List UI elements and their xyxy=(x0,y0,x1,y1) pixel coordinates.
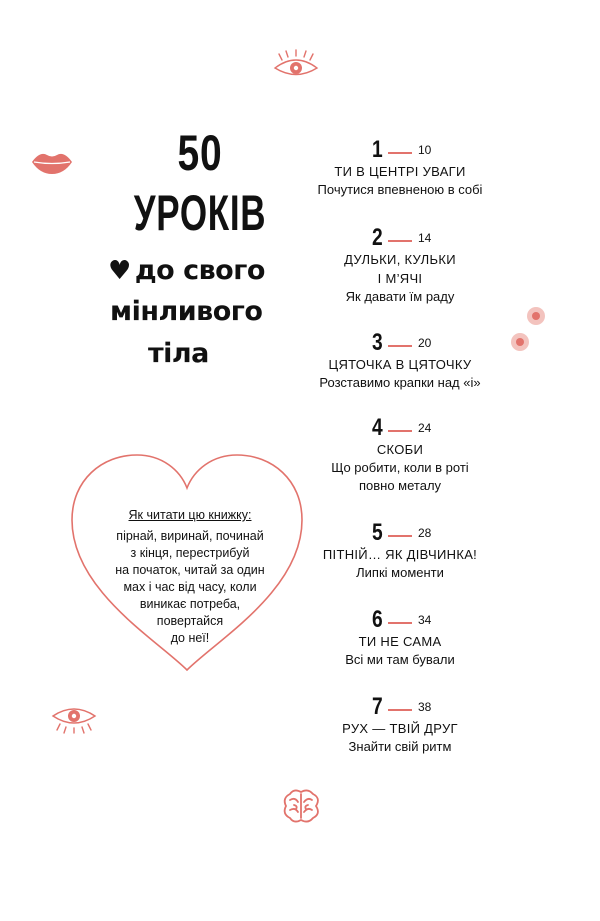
how-to-read-line: пірнай, виринай, починай xyxy=(116,529,264,543)
toc-title: ДУЛЬКИ, КУЛЬКИ xyxy=(344,252,456,267)
subtitle-line-2: мінливого xyxy=(110,296,263,327)
how-to-read-line: до неї! xyxy=(170,631,210,645)
toc-number: 2 xyxy=(372,224,383,251)
toc-subtitle: Всі ми там бували xyxy=(345,652,455,667)
nipple-icon xyxy=(508,330,532,354)
toc-title: РУХ — ТВІЙ ДРУГ xyxy=(342,721,458,736)
toc-page: 10 xyxy=(418,143,432,157)
how-to-read-line: виникає потреба, xyxy=(139,597,241,611)
toc-title: СКОБИ xyxy=(376,442,424,457)
nipple-icon xyxy=(524,304,548,328)
how-to-read-line: з кінця, перестрибуй xyxy=(130,546,250,560)
toc-page: 34 xyxy=(418,613,432,627)
how-to-read-heading: Як читати цю книжку: xyxy=(128,508,252,522)
toc-item[interactable] xyxy=(300,521,500,582)
toc-title: ЦЯТОЧКА В ЦЯТОЧКУ xyxy=(328,357,472,372)
toc-subtitle: повно металу xyxy=(358,478,442,493)
toc-dash xyxy=(388,535,412,537)
toc-page: 24 xyxy=(418,421,432,435)
brain-icon xyxy=(278,786,324,826)
toc-title: І М’ЯЧІ xyxy=(377,271,423,286)
toc-subtitle: Розставимо крапки над «і» xyxy=(319,375,481,390)
toc-title: ТИ НЕ САМА xyxy=(358,634,442,649)
toc-subtitle: Що робити, коли в роті xyxy=(331,460,469,475)
toc-subtitle: Як давати їм раду xyxy=(345,289,455,304)
how-to-read-line: на початок, читай за один xyxy=(115,563,265,577)
toc-page: 20 xyxy=(418,336,432,350)
toc-item[interactable] xyxy=(300,226,500,306)
heart-icon: ♥ xyxy=(108,256,131,286)
eye-icon xyxy=(272,48,320,82)
toc-dash xyxy=(388,152,412,154)
eye-icon xyxy=(50,700,98,734)
toc-item[interactable] xyxy=(300,695,500,756)
toc-page: 38 xyxy=(418,700,432,714)
toc-subtitle: Знайти свій ритм xyxy=(348,739,452,754)
toc-dash xyxy=(388,240,412,242)
toc-number: 4 xyxy=(372,414,383,441)
title-number: 50 xyxy=(177,125,223,181)
toc-title: ТИ В ЦЕНТРІ УВАГИ xyxy=(334,164,466,179)
toc-dash xyxy=(388,430,412,432)
toc-title: ПІТНІЙ… ЯК ДІВЧИНКА! xyxy=(322,547,478,562)
toc-page: 28 xyxy=(418,526,432,540)
toc-number: 6 xyxy=(372,606,383,633)
toc-dash xyxy=(388,345,412,347)
toc-number: 3 xyxy=(372,329,383,356)
toc-dash xyxy=(388,709,412,711)
subtitle-line-1 xyxy=(108,257,265,284)
toc-page: 14 xyxy=(418,231,432,245)
lips-icon xyxy=(30,150,74,176)
title-word: УРОКІВ xyxy=(133,185,267,241)
toc-number: 5 xyxy=(372,519,383,546)
how-to-read-text xyxy=(104,507,276,647)
toc-item[interactable] xyxy=(300,138,500,199)
how-to-read-line: мах і час від часу, коли xyxy=(123,580,257,594)
toc-item[interactable] xyxy=(300,608,500,669)
how-to-read-line: повертайся xyxy=(156,614,224,628)
subtitle-text-1: до свого xyxy=(134,255,265,286)
toc-number: 7 xyxy=(372,693,383,720)
toc-subtitle: Почутися впевненою в собі xyxy=(317,182,483,197)
toc-subtitle: Липкі моменти xyxy=(356,565,444,580)
subtitle-line-3: тіла xyxy=(148,338,209,369)
toc-item[interactable] xyxy=(300,331,500,392)
toc-dash xyxy=(388,622,412,624)
toc-number: 1 xyxy=(372,136,383,163)
toc-item[interactable] xyxy=(300,416,500,495)
